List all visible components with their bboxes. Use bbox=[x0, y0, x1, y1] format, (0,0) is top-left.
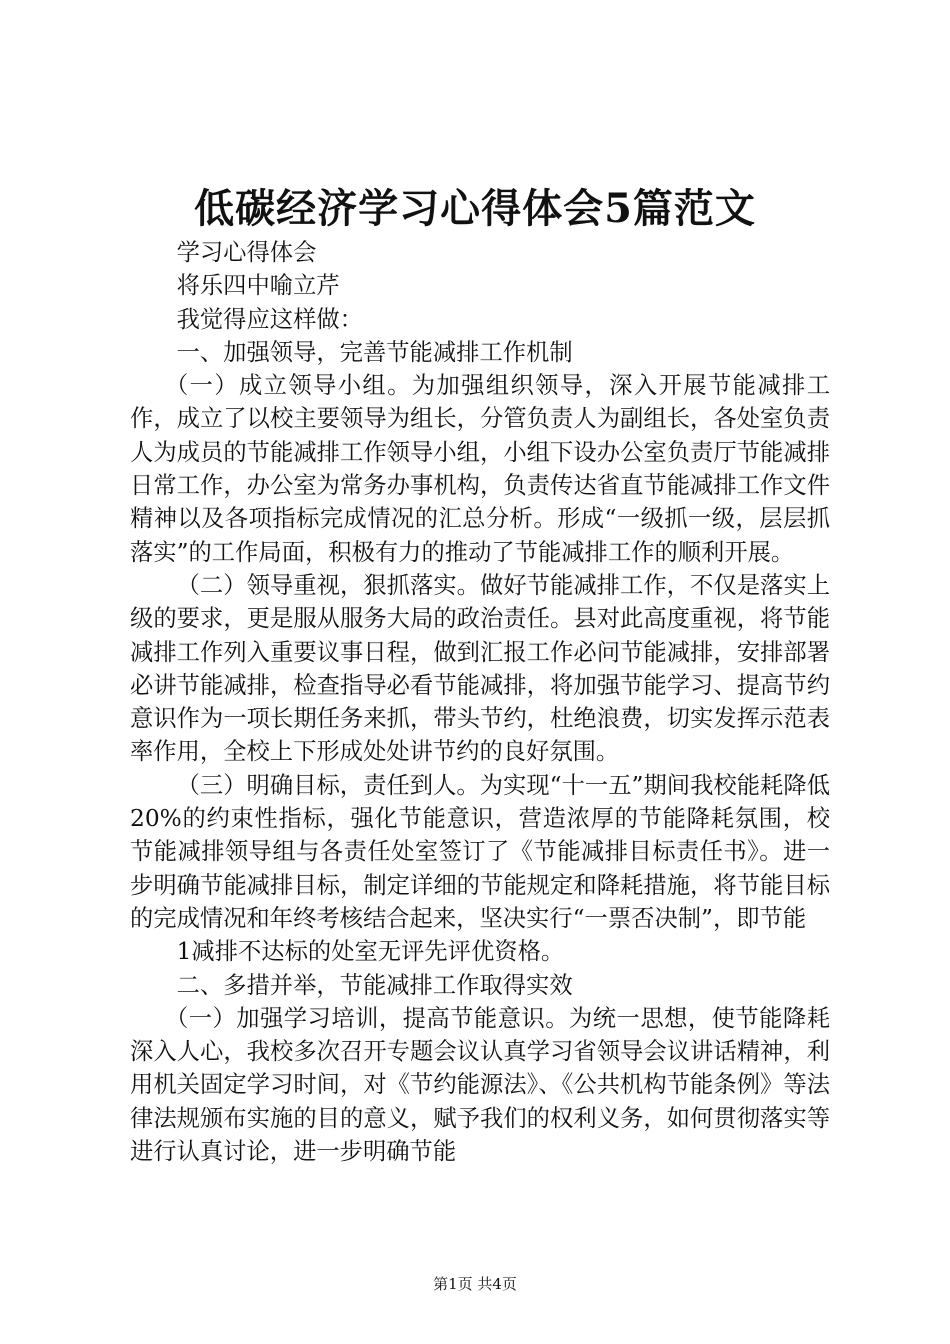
paragraph-heading-study: 学习心得体会 bbox=[176, 239, 317, 266]
paragraph-1-1: （一）成立领导小组。为加强组织领导，深入开展节能减排工作，成立了以校主要领导为组长，分管负责人为副组长，各处室负责人为成员的节能减排工作领导小组，小组下设办公室负责厅节能减排日常工作，办公室为常务办事机构，负责传达省直节能减排工作文件精神以及各项指标完成情况的汇总分析。形成“一级抓一级，层层抓落实”的工作局面，积极有力的推动了节能减排工作的顺利开展。 bbox=[130, 372, 830, 566]
paragraph-author: 将乐四中喻立芹 bbox=[176, 272, 340, 300]
document-body bbox=[130, 236, 830, 1168]
section-heading-2: 二、多措并举，节能减排工作取得实效 bbox=[176, 971, 573, 999]
document-title: 低碳经济学习心得体会5篇范文 bbox=[194, 185, 756, 232]
section-heading-1: 一、加强领导，完善节能减排工作机制 bbox=[176, 338, 573, 366]
paragraph-intro: 我觉得应这样做： bbox=[176, 305, 363, 333]
paragraph-1-3: （三）明确目标，责任到人。为实现“十一五”期间我校能耗降低20%的约束性指标，强化节能意识，营造浓厚的节能降耗氛围，校节能减排领导组与各责任处室签订了《节能减排目标责任书》。进一步明确节能减排目标，制定详细的节能规定和降耗措施，将节能目标的完成情况和年终考核结合起来，坚决实行“一票否决制”，即节能 bbox=[130, 771, 830, 932]
paragraph-1-2: （二）领导重视，狠抓落实。做好节能减排工作，不仅是落实上级的要求，更是服从服务大局的政治责任。县对此高度重视，将节能减排工作列入重要议事日程，做到汇报工作必问节能减排，安排部署必讲节能减排，检查指导必看节能减排，将加强节能学习、提高节约意识作为一项长期任务来抓，带头节约，杜绝浪费，切实发挥示范表率作用，全校上下形成处处讲节约的良好氛围。 bbox=[130, 571, 830, 766]
page-number-footer: 第1页 共4页 bbox=[433, 1275, 517, 1293]
paragraph-2-1: （一）加强学习培训，提高节能意识。为统一思想，使节能降耗深入人心，我校多次召开专题会议认真学习省领导会议讲话精神，利用机关固定学习时间，对《节约能源法》、《公共机构节能条例》等法律法规颁布实施的目的意义，赋予我们的权利义务，如何贯彻落实等进行认真讨论，进一步明确节能 bbox=[130, 1004, 830, 1166]
paragraph-continuation: 1减排不达标的处室无评先评优资格。 bbox=[176, 938, 565, 966]
